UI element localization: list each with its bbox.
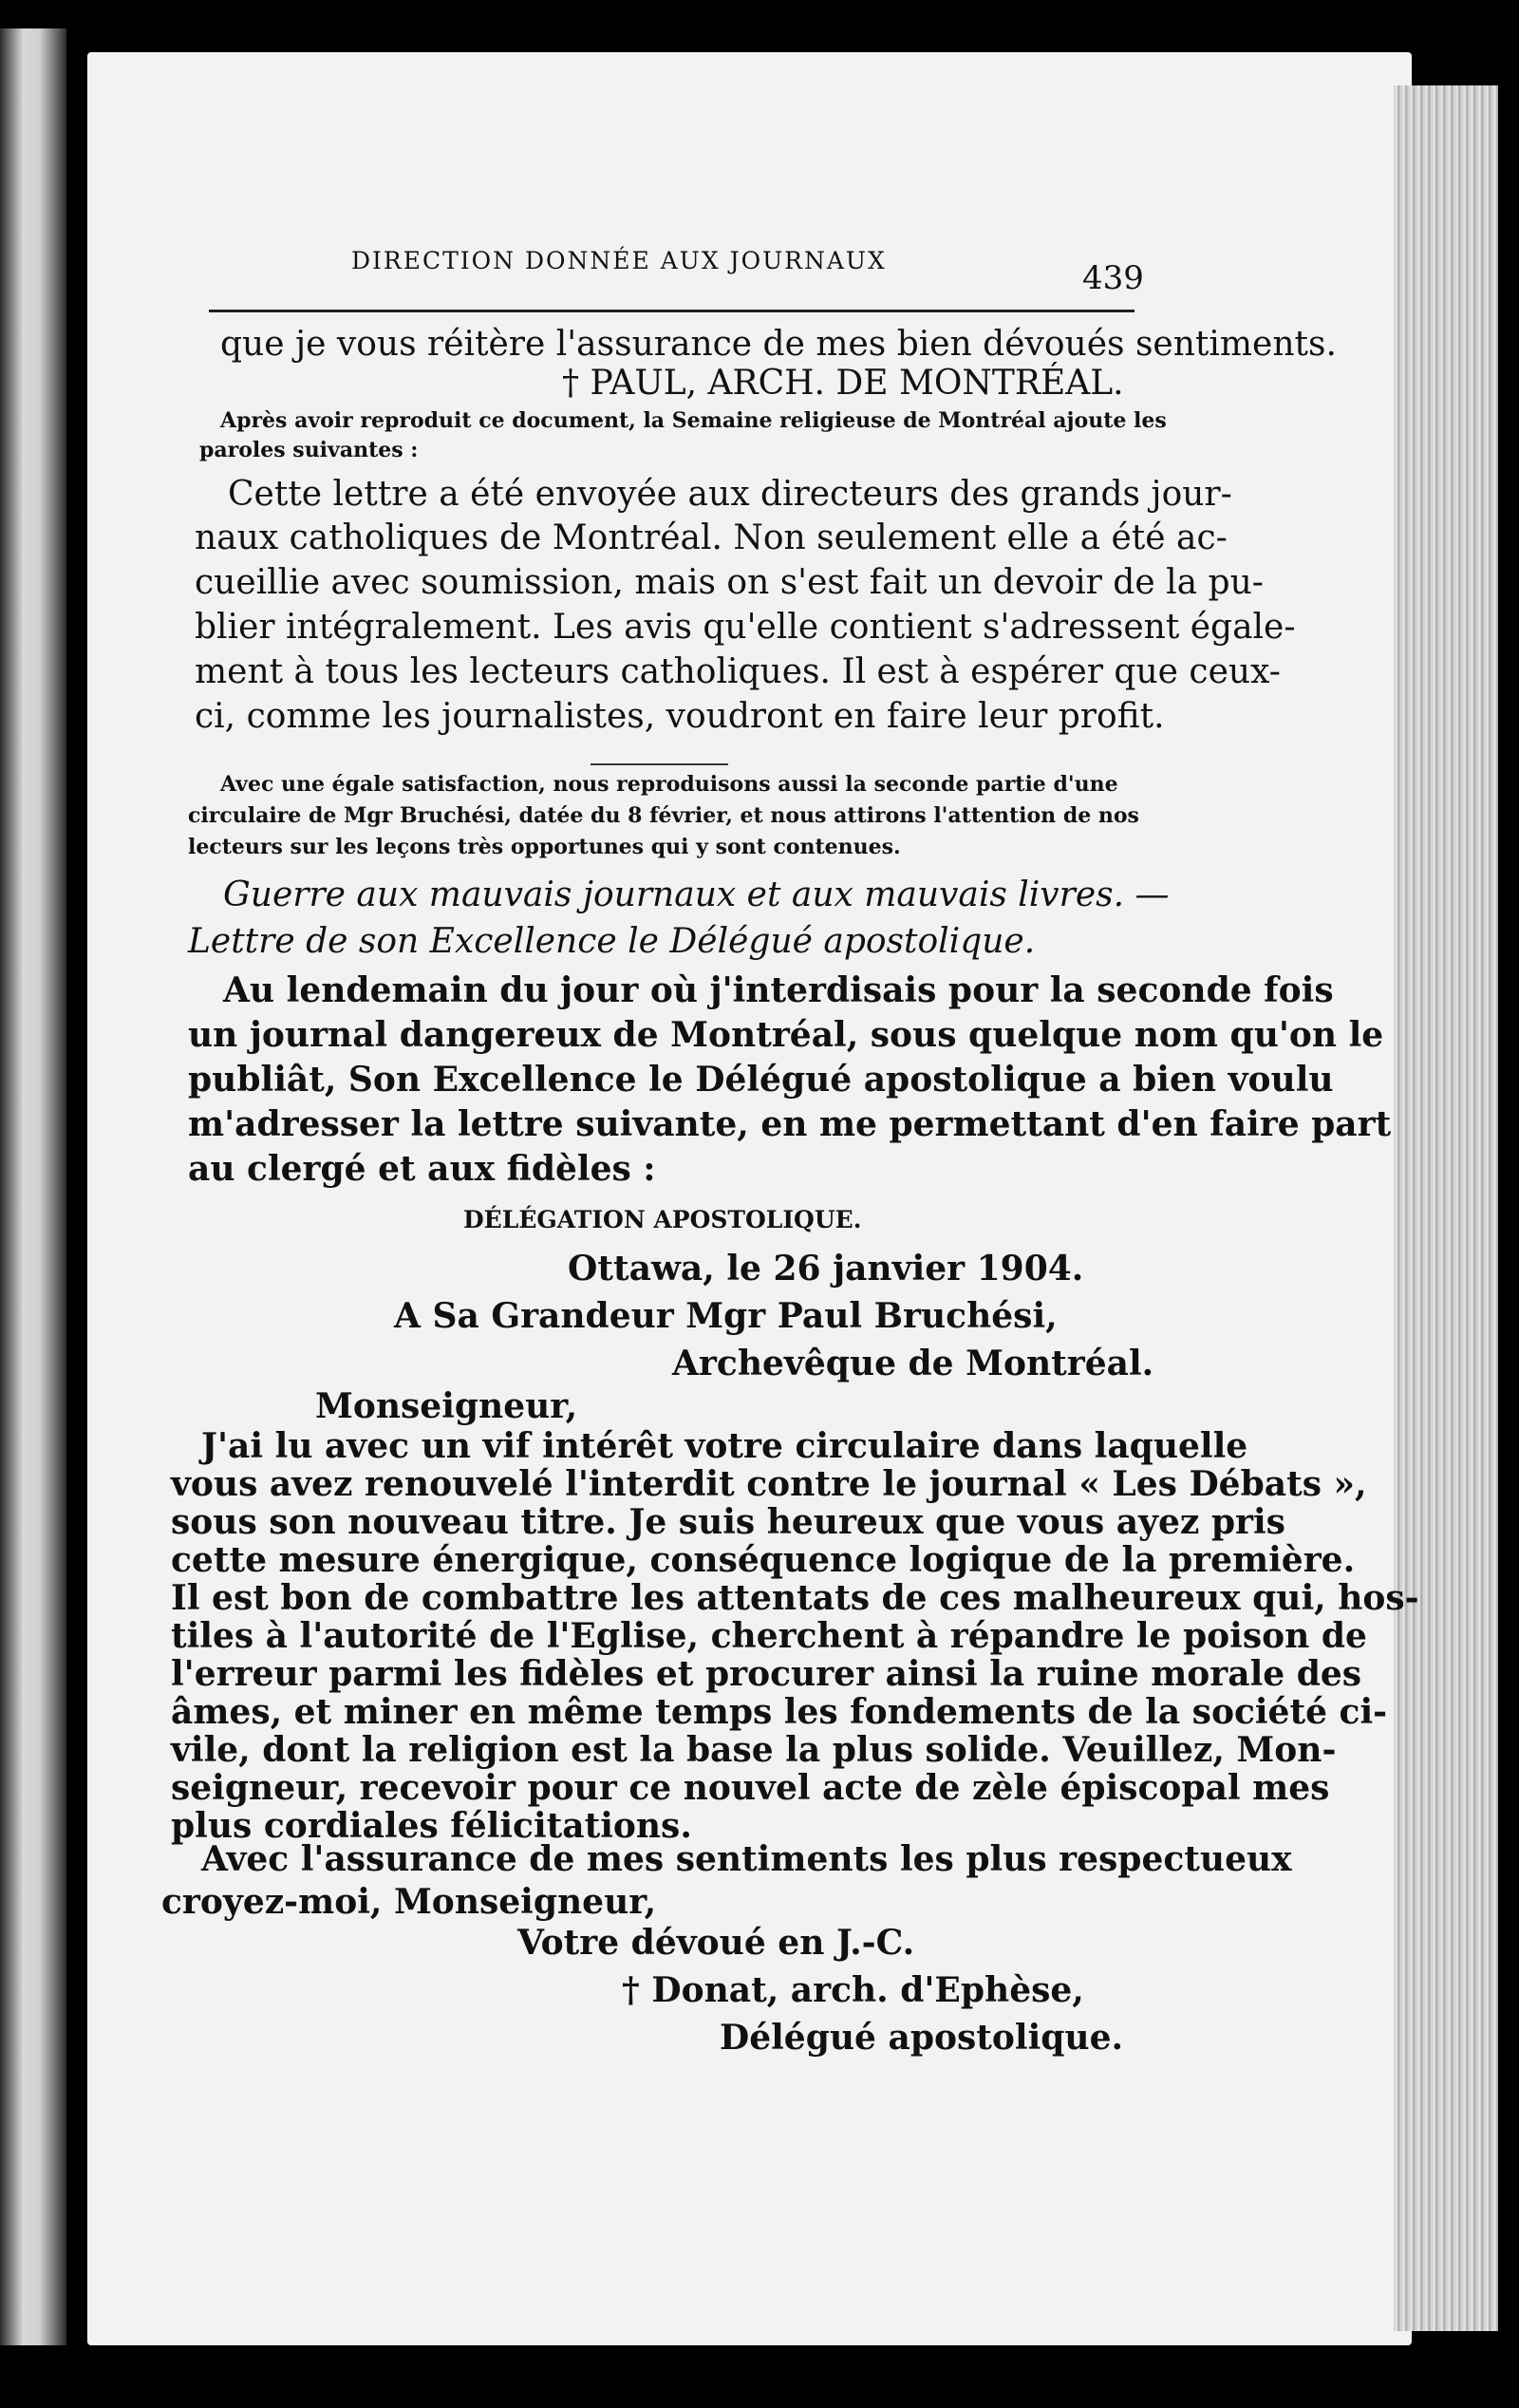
text-line: publiât, Son Excellence le Délégué apostolique a bien voulu xyxy=(188,1060,1334,1100)
letter-line: vile, dont la religion est la base la plus solide. Veuillez, Mon- xyxy=(171,1730,1337,1770)
section-rule xyxy=(591,763,728,765)
letter-line: tiles à l'autorité de l'Eglise, cherchent à répandre le poison de xyxy=(171,1616,1367,1656)
letter-heading: DÉLÉGATION APOSTOLIQUE. xyxy=(463,1206,862,1233)
letter-line: vous avez renouvelé l'interdit contre le journal « Les Débats », xyxy=(171,1464,1367,1504)
signature-donat: † Donat, arch. d'Ephèse, xyxy=(622,1970,1084,2010)
letter-line: J'ai lu avec un vif intérêt votre circulaire dans laquelle xyxy=(201,1426,1248,1466)
header-rule xyxy=(209,310,1135,312)
text-line: m'adresser la lettre suivante, en me permettant d'en faire part xyxy=(188,1104,1392,1144)
text-line: un journal dangereux de Montréal, sous quelque nom qu'on le xyxy=(188,1015,1384,1055)
note-line: circulaire de Mgr Bruchési, datée du 8 février, et nous attirons l'attention de nos xyxy=(188,803,1139,828)
letter-salutation: Monseigneur, xyxy=(315,1386,578,1426)
letter-line: Il est bon de combattre les attentats de ces malheureux qui, hos- xyxy=(171,1578,1419,1618)
facing-page-edge xyxy=(0,28,66,2345)
text-line: Cette lettre a été envoyée aux directeurs des grands jour- xyxy=(228,475,1232,514)
section-title: Lettre de son Excellence le Délégué apostolique. xyxy=(188,922,1036,961)
text-line: ment à tous les lecteurs catholiques. Il est à espérer que ceux- xyxy=(195,652,1281,691)
note-line: paroles suivantes : xyxy=(199,438,419,462)
text-line: naux catholiques de Montréal. Non seulement elle a été ac- xyxy=(195,518,1228,557)
note-line: Avec une égale satisfaction, nous reproduisons aussi la seconde partie d'une xyxy=(220,772,1118,797)
running-head: DIRECTION DONNÉE AUX JOURNAUX xyxy=(351,247,887,274)
letter-line: Avec l'assurance de mes sentiments les plus respectueux xyxy=(201,1839,1292,1879)
text-line: Au lendemain du jour où j'interdisais pour la seconde fois xyxy=(223,970,1334,1010)
page-number: 439 xyxy=(1082,259,1144,297)
letter-line: seigneur, recevoir pour ce nouvel acte de zèle épiscopal mes xyxy=(171,1768,1330,1808)
letter-line: cette mesure énergique, conséquence logique de la première. xyxy=(171,1540,1356,1580)
letter-recipient-title: Archevêque de Montréal. xyxy=(672,1344,1154,1383)
text-line: au clergé et aux fidèles : xyxy=(188,1149,656,1189)
letter-line: plus cordiales félicitations. xyxy=(171,1806,692,1846)
letter-line: croyez-moi, Monseigneur, xyxy=(161,1882,657,1922)
note-line: Après avoir reproduit ce document, la Semaine religieuse de Montréal ajoute les xyxy=(220,408,1167,433)
text-line: blier intégralement. Les avis qu'elle contient s'adressent égale- xyxy=(195,608,1296,647)
letter-line: âmes, et miner en même temps les fondements de la société ci- xyxy=(171,1692,1388,1732)
text-line: ci, comme les journalistes, voudront en faire leur profit. xyxy=(195,697,1165,736)
section-title: Guerre aux mauvais journaux et aux mauvais livres. — xyxy=(223,875,1170,914)
letter-date: Ottawa, le 26 janvier 1904. xyxy=(568,1249,1084,1289)
text-line: cueillie avec soumission, mais on s'est fait un devoir de la pu- xyxy=(195,563,1264,602)
signature-title: Délégué apostolique. xyxy=(720,2018,1124,2058)
signature-paul: † PAUL, ARCH. DE MONTRÉAL. xyxy=(562,364,1124,403)
note-line: lecteurs sur les leçons très opportunes qui y sont contenues. xyxy=(188,835,901,859)
letter-recipient: A Sa Grandeur Mgr Paul Bruchési, xyxy=(394,1296,1058,1336)
page-block-edges xyxy=(1394,85,1498,2331)
letter-line: l'erreur parmi les fidèles et procurer ainsi la ruine morale des xyxy=(171,1654,1362,1694)
text-line: que je vous réitère l'assurance de mes bien dévoués sentiments. xyxy=(220,325,1337,364)
letter-line: sous son nouveau titre. Je suis heureux que vous ayez pris xyxy=(171,1502,1285,1542)
letter-closing: Votre dévoué en J.-C. xyxy=(517,1923,915,1963)
